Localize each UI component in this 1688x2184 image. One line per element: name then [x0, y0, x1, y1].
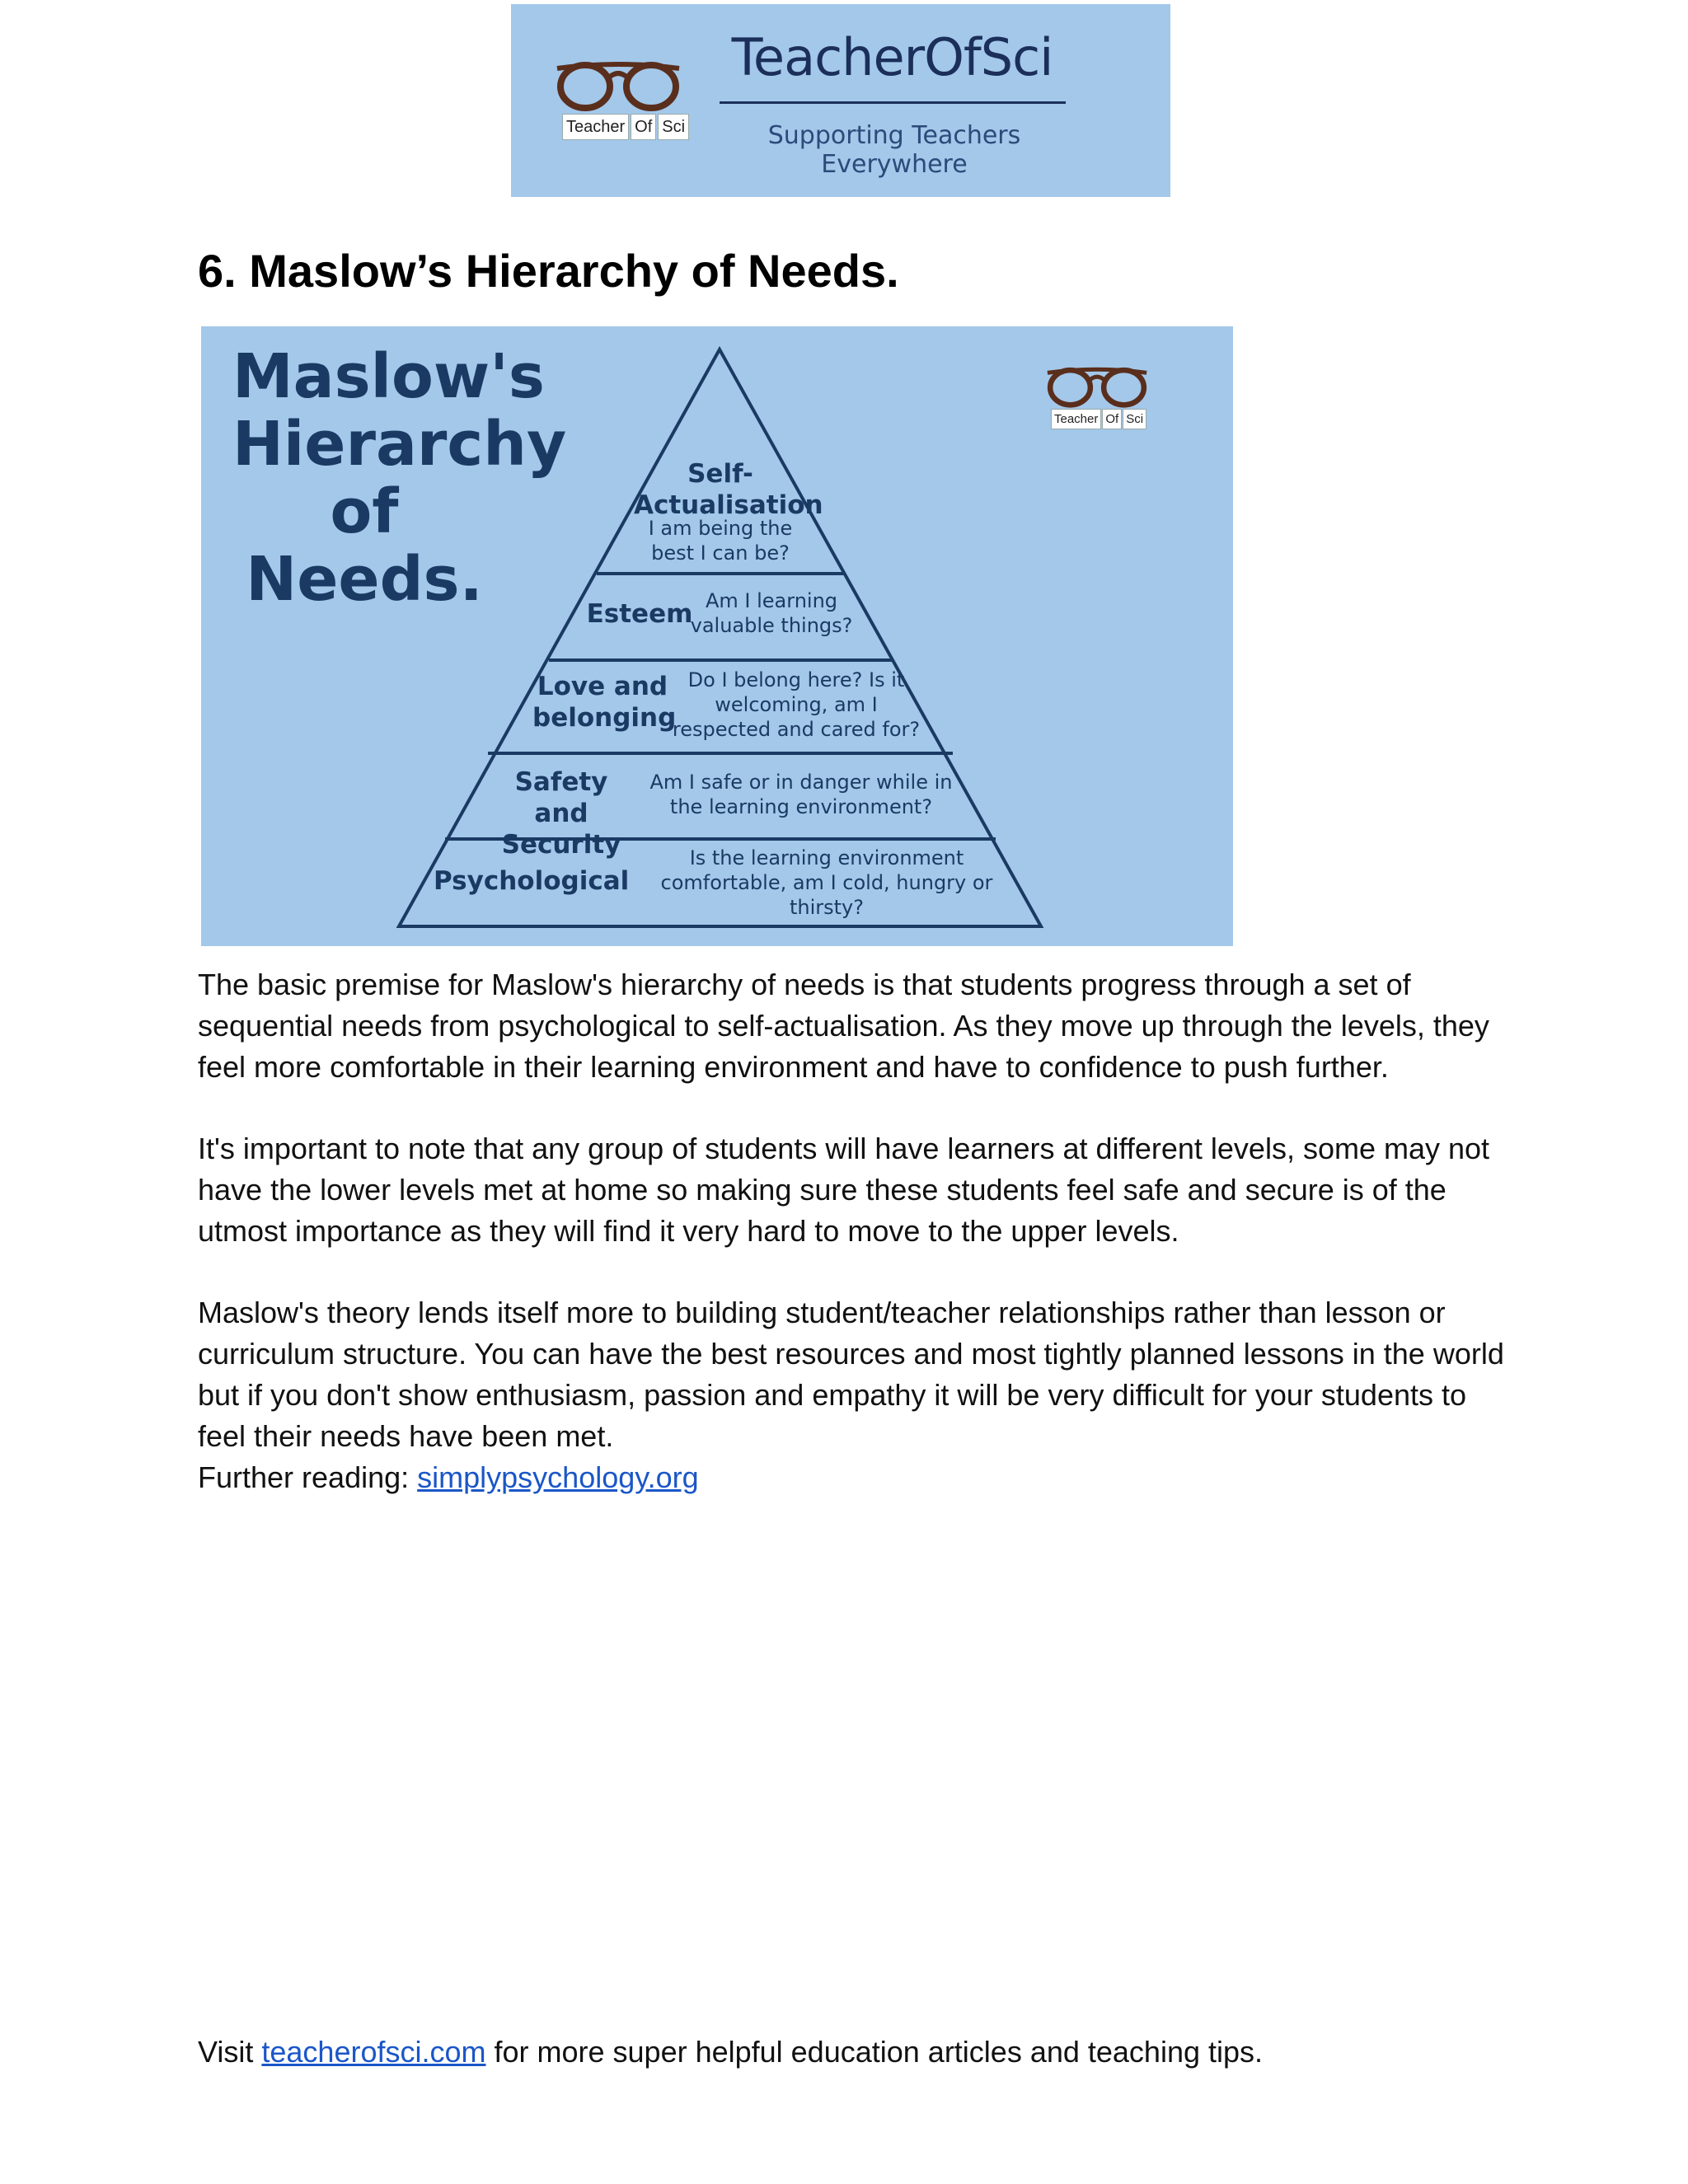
teacherofsci-link[interactable]: teacherofsci.com	[261, 2035, 486, 2069]
logo-word: Teacher	[562, 114, 629, 140]
further-reading-label: Further reading:	[198, 1460, 418, 1494]
maslow-infographic	[201, 326, 1233, 946]
simplypsychology-link[interactable]: simplypsychology.org	[417, 1460, 699, 1494]
site-tagline: Supporting Teachers Everywhere	[767, 121, 1021, 179]
logo-word: Of	[1102, 409, 1122, 429]
level-esteem-question: Am I learning valuable things?	[690, 589, 853, 637]
body-paragraph: Maslow's theory lends itself more to building student/teacher relationships rather than lesson or curriculum structure. You can have the best resources and most tightly planned lessons in the world but if you don't show enthusiasm, passion and empathy it will be very difficult for your students to feel their needs have been met.	[198, 1296, 1504, 1453]
title-line: Maslow's	[232, 341, 545, 412]
level-self-actualisation-name: Self- Actualisation	[634, 459, 823, 520]
level-love-belonging-name: Love and belonging	[532, 672, 677, 733]
footer-note	[198, 2032, 1508, 2073]
title-line: of Needs.	[246, 476, 483, 615]
title-divider	[720, 101, 1066, 104]
level-psychological-name: Psychological	[434, 866, 630, 896]
footer-suffix: for more super helpful education articles and teaching tips.	[485, 2035, 1264, 2069]
logo-word: Of	[631, 114, 656, 140]
logo-wordmark	[1051, 409, 1147, 429]
footer-prefix: Visit	[198, 2035, 262, 2069]
glasses-icon	[1043, 366, 1151, 410]
body-paragraph: It's important to note that any group of students will have learners at different levels, some may not have the lower levels met at home so making sure these students feel safe and secure is of the utmost importance as they will find it very hard to move to the upper levels.	[198, 1132, 1490, 1248]
level-love-belonging-question: Do I belong here? Is it welcoming, am I respected and cared for?	[672, 668, 921, 741]
logo-word: Sci	[658, 114, 689, 140]
title-line: Hierarchy	[232, 409, 567, 480]
logo-word: Teacher	[1051, 409, 1101, 429]
level-safety-security-name: Safety and Security	[501, 767, 621, 860]
infographic-title	[232, 341, 567, 615]
logo-wordmark	[562, 114, 691, 140]
level-psychological-question: Is the learning environment comfortable, am I cold, hungry or thirsty?	[660, 846, 993, 919]
body-paragraph: The basic premise for Maslow's hierarchy of needs is that students progress through a set of sequential needs from psychological to self-actualisation. As they move up through the levels, they feel more comfortable in their learning environment and have to confidence to push further.	[198, 968, 1489, 1084]
logo-word: Sci	[1123, 409, 1146, 429]
glasses-icon	[552, 60, 684, 115]
section-heading: 6. Maslow’s Hierarchy of Needs.	[198, 245, 899, 297]
further-reading	[198, 1457, 1508, 1498]
level-esteem-name: Esteem	[586, 599, 693, 629]
level-self-actualisation-question: I am being the best I can be?	[648, 517, 793, 565]
level-safety-security-question: Am I safe or in danger while in the learning environment?	[649, 771, 953, 818]
header-banner	[511, 4, 1170, 197]
site-title: TeacherOfSci	[731, 27, 1053, 87]
